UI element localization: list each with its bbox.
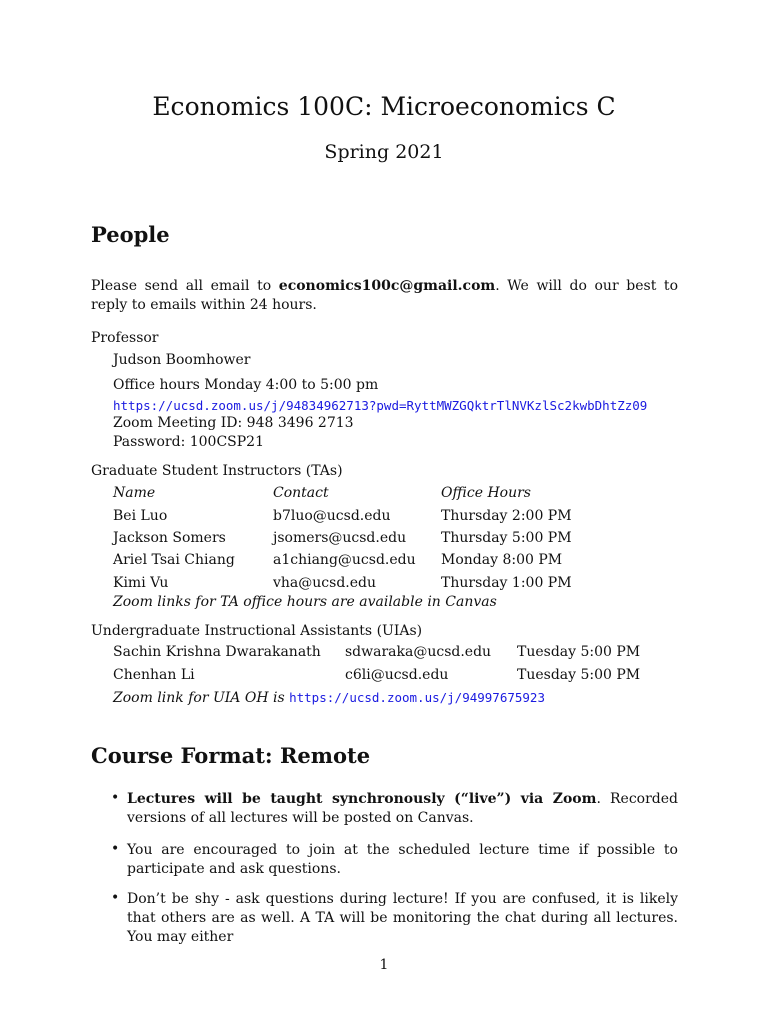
ta-header-contact: Contact	[273, 485, 329, 501]
bullet-questions: Don’t be shy - ask questions during lecture! If you are confused, it is likely that others are as well. A TA will be monitoring the chat during all lectures. You may either	[127, 891, 678, 945]
email-outro: . We will do our best to reply to emails within 24 hours.	[91, 278, 678, 313]
bullet-join: You are encouraged to join at the scheduled lecture time if possible to participate and ask questions.	[127, 842, 678, 877]
ta-name: Jackson Somers	[113, 530, 226, 546]
office-hours: Office hours Monday 4:00 to 5:00 pm	[113, 377, 379, 393]
bullet-marker: •	[111, 890, 120, 906]
bullet-marker: •	[111, 841, 120, 857]
uia-contact[interactable]: sdwaraka@ucsd.edu	[345, 644, 492, 660]
ta-contact[interactable]: jsomers@ucsd.edu	[273, 530, 407, 546]
professor-label: Professor	[91, 330, 159, 346]
ta-contact[interactable]: b7luo@ucsd.edu	[273, 508, 391, 524]
ta-header-name: Name	[113, 485, 156, 501]
uia-contact[interactable]: c6li@ucsd.edu	[345, 667, 449, 683]
uia-name: Chenhan Li	[113, 667, 195, 683]
document-title: Economics 100C: Microeconomics C	[152, 92, 616, 121]
zoom-password: Password: 100CSP21	[113, 434, 264, 450]
ta-contact[interactable]: a1chiang@ucsd.edu	[273, 552, 416, 568]
professor-name: Judson Boomhower	[113, 352, 251, 368]
email-intro: Please send all email to	[91, 278, 279, 294]
ta-hours: Thursday 1:00 PM	[441, 575, 572, 591]
document-subtitle: Spring 2021	[324, 141, 444, 163]
bullet-lectures-rest: . Recorded versions of all lectures will be posted on Canvas.	[127, 791, 678, 826]
uia-hours: Tuesday 5:00 PM	[517, 667, 641, 683]
page-number: 1	[379, 957, 389, 973]
uia-zoom-note	[113, 690, 545, 706]
ta-hours: Thursday 2:00 PM	[441, 508, 572, 524]
course-format-heading: Course Format: Remote	[91, 743, 371, 768]
ta-contact[interactable]: vha@ucsd.edu	[273, 575, 376, 591]
people-heading: People	[91, 222, 170, 247]
ta-name: Bei Luo	[113, 508, 168, 524]
ta-hours: Monday 8:00 PM	[441, 552, 563, 568]
bullet-marker: •	[111, 790, 120, 806]
ta-hours: Thursday 5:00 PM	[441, 530, 572, 546]
ta-name: Kimi Vu	[113, 575, 169, 591]
professor-zoom-link[interactable]: https://ucsd.zoom.us/j/94834962713?pwd=RyttMWZGQktrTlNVKzlSc2kwbDhtZz09	[113, 398, 648, 413]
ta-label: Graduate Student Instructors (TAs)	[91, 463, 343, 479]
uia-zoom-link[interactable]: https://ucsd.zoom.us/j/94997675923	[289, 690, 545, 705]
uia-note-text: Zoom link for UIA OH is	[113, 690, 290, 706]
uia-hours: Tuesday 5:00 PM	[517, 644, 641, 660]
uia-label: Undergraduate Instructional Assistants (UIAs)	[91, 623, 423, 639]
zoom-meeting-id: Zoom Meeting ID: 948 3496 2713	[113, 415, 354, 431]
ta-header-hours: Office Hours	[441, 485, 531, 501]
ta-zoom-note: Zoom links for TA office hours are available in Canvas	[113, 594, 497, 610]
uia-name: Sachin Krishna Dwarakanath	[113, 644, 321, 660]
course-email[interactable]: economics100c@gmail.com	[278, 278, 496, 294]
ta-name: Ariel Tsai Chiang	[113, 552, 235, 568]
email-paragraph	[91, 277, 678, 315]
bullet-lectures	[127, 790, 678, 828]
bullet-lectures-bold: Lectures will be taught synchronously (“live”) via Zoom	[127, 791, 597, 807]
